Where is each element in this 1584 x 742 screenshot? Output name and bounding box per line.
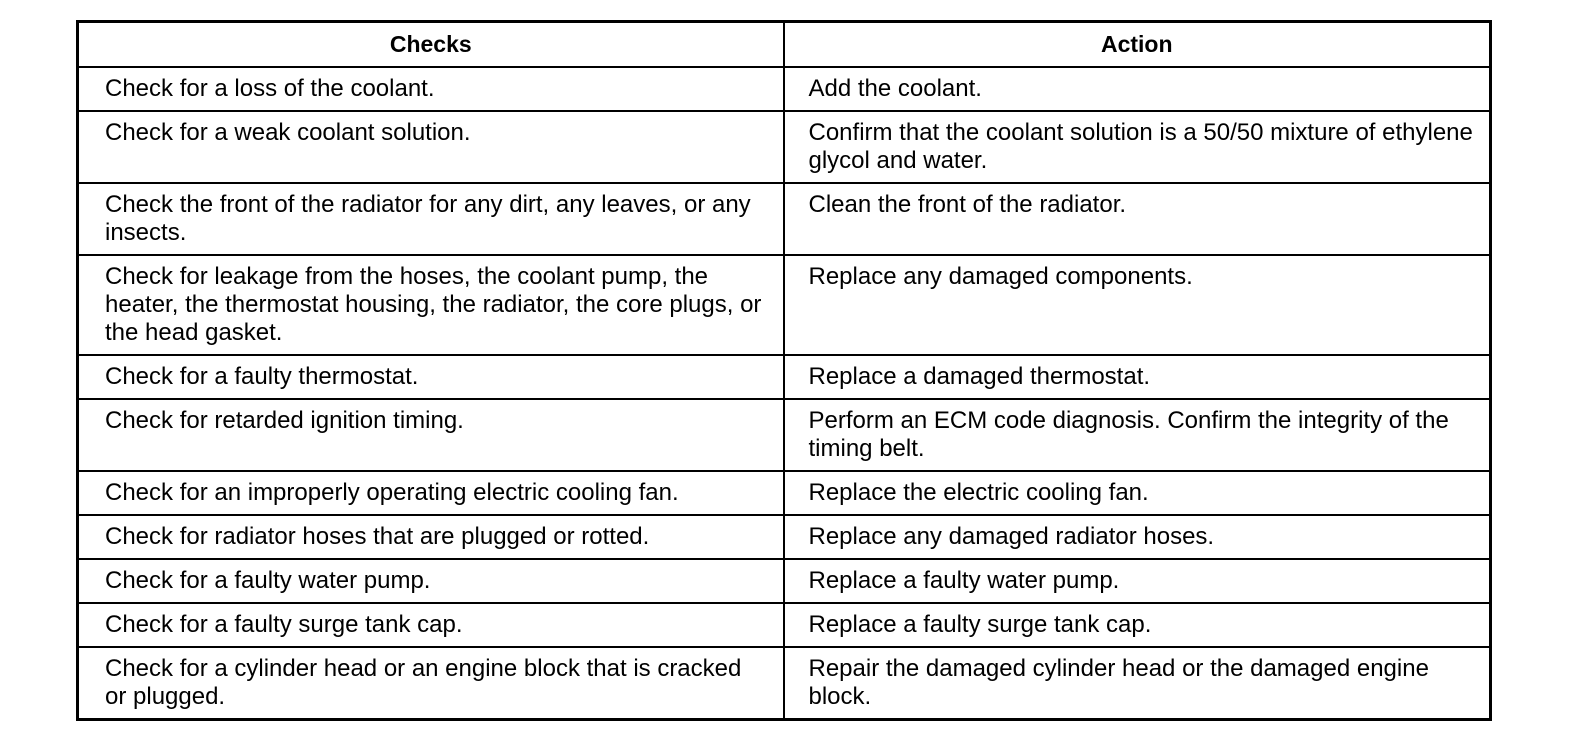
- action-cell: Replace a faulty water pump.: [784, 559, 1491, 603]
- check-cell: Check for a faulty water pump.: [78, 559, 784, 603]
- table-row: [78, 111, 1491, 183]
- table-header-row: [78, 22, 1491, 68]
- check-cell: Check for a faulty thermostat.: [78, 355, 784, 399]
- check-cell: Check for leakage from the hoses, the coolant pump, the heater, the thermostat housing, the radiator, the core plugs, or the head gasket.: [78, 255, 784, 355]
- check-cell: Check for a faulty surge tank cap.: [78, 603, 784, 647]
- check-cell: Check for radiator hoses that are plugged or rotted.: [78, 515, 784, 559]
- table-row: [78, 399, 1491, 471]
- table-row: [78, 603, 1491, 647]
- action-cell: Replace a damaged thermostat.: [784, 355, 1491, 399]
- table-row: [78, 471, 1491, 515]
- check-cell: Check the front of the radiator for any dirt, any leaves, or any insects.: [78, 183, 784, 255]
- table-row: [78, 183, 1491, 255]
- action-cell: Replace any damaged components.: [784, 255, 1491, 355]
- action-cell: Replace a faulty surge tank cap.: [784, 603, 1491, 647]
- action-cell: Confirm that the coolant solution is a 50/50 mixture of ethylene glycol and water.: [784, 111, 1491, 183]
- check-cell: Check for an improperly operating electric cooling fan.: [78, 471, 784, 515]
- check-cell: Check for a cylinder head or an engine block that is cracked or plugged.: [78, 647, 784, 720]
- action-cell: Perform an ECM code diagnosis. Confirm the integrity of the timing belt.: [784, 399, 1491, 471]
- check-cell: Check for a weak coolant solution.: [78, 111, 784, 183]
- troubleshooting-table-container: [76, 20, 1489, 721]
- table-row: [78, 559, 1491, 603]
- column-header-action: Action: [784, 22, 1491, 68]
- table-row: [78, 67, 1491, 111]
- table-row: [78, 355, 1491, 399]
- check-cell: Check for a loss of the coolant.: [78, 67, 784, 111]
- checks-action-table: [76, 20, 1492, 721]
- column-header-checks: Checks: [78, 22, 784, 68]
- action-cell: Replace any damaged radiator hoses.: [784, 515, 1491, 559]
- action-cell: Repair the damaged cylinder head or the damaged engine block.: [784, 647, 1491, 720]
- table-row: [78, 647, 1491, 720]
- action-cell: Add the coolant.: [784, 67, 1491, 111]
- action-cell: Clean the front of the radiator.: [784, 183, 1491, 255]
- action-cell: Replace the electric cooling fan.: [784, 471, 1491, 515]
- check-cell: Check for retarded ignition timing.: [78, 399, 784, 471]
- table-row: [78, 255, 1491, 355]
- table-row: [78, 515, 1491, 559]
